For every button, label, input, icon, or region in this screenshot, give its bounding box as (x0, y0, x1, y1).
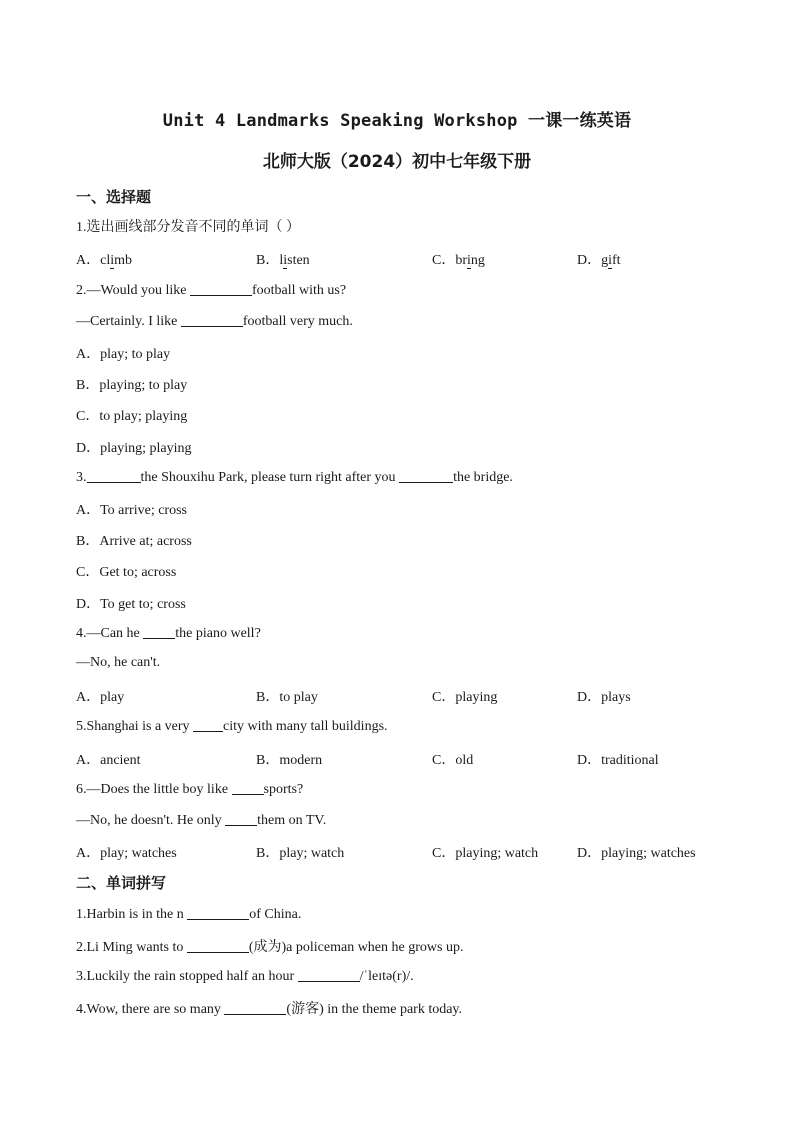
q2-option-d[interactable]: D．playing; playing (76, 441, 192, 456)
q3-option-d[interactable]: D．To get to; cross (76, 597, 186, 612)
q1-option-b[interactable]: B．listen (256, 253, 310, 268)
q1-option-d[interactable]: D．gift (577, 253, 621, 268)
answer-blank[interactable] (399, 468, 453, 483)
spelling-item-2: 2.Li Ming wants to (成为)a policeman when he grows up. (76, 940, 464, 955)
q6-option-d[interactable]: D．playing; watches (577, 846, 696, 861)
page-subtitle: 北师大版（2024）初中七年级下册 (262, 152, 532, 172)
question-3-stem: 3. the Shouxihu Park, please turn right after you the bridge. (76, 470, 513, 485)
spelling-item-1: 1.Harbin is in the n of China. (76, 907, 302, 922)
q6-option-c[interactable]: C．playing; watch (432, 846, 539, 861)
answer-blank[interactable] (193, 717, 223, 732)
question-2-line-2: —Certainly. I like football very much. (76, 314, 353, 329)
q4-option-d[interactable]: D．plays (577, 690, 631, 705)
question-2-line-1: 2.—Would you like football with us? (76, 283, 347, 298)
answer-blank[interactable] (232, 780, 264, 795)
page-title: Unit 4 Landmarks Speaking Workshop 一课一练英语 (162, 111, 632, 131)
spelling-item-4: 4.Wow, there are so many (游客) in the theme park today. (76, 1002, 463, 1017)
q5-option-c[interactable]: C．old (432, 753, 474, 768)
q2-option-b[interactable]: B．playing; to play (76, 378, 188, 393)
q3-option-a[interactable]: A．To arrive; cross (76, 503, 187, 518)
q4-option-c[interactable]: C．playing (432, 690, 498, 705)
q5-option-b[interactable]: B．modern (256, 753, 323, 768)
q2-option-a[interactable]: A．play; to play (76, 347, 171, 362)
spelling-item-3: 3.Luckily the rain stopped half an hour /ˈleɪtə(r)/. (76, 969, 414, 984)
answer-blank[interactable] (190, 281, 252, 296)
question-4-line-1: 4.—Can he the piano well? (76, 626, 261, 641)
section-heading-spelling: 二、单词拼写 (76, 874, 167, 892)
q3-option-b[interactable]: B．Arrive at; across (76, 534, 192, 549)
q6-option-b[interactable]: B．play; watch (256, 846, 345, 861)
answer-blank[interactable] (187, 938, 249, 953)
answer-blank[interactable] (298, 967, 360, 982)
question-6-line-1: 6.—Does the little boy like sports? (76, 782, 304, 797)
q4-option-a[interactable]: A．play (76, 690, 125, 705)
answer-blank[interactable] (187, 905, 249, 920)
answer-blank[interactable] (143, 624, 175, 639)
q1-option-a[interactable]: A．climb (76, 253, 133, 268)
q5-option-d[interactable]: D．traditional (577, 753, 659, 768)
question-4-line-2: —No, he can't. (76, 655, 161, 670)
answer-blank[interactable] (225, 811, 257, 826)
q1-option-c[interactable]: C．bring (432, 253, 485, 268)
answer-blank[interactable] (181, 312, 243, 327)
q5-option-a[interactable]: A．ancient (76, 753, 141, 768)
answer-blank[interactable] (224, 1000, 286, 1015)
answer-blank[interactable] (87, 468, 141, 483)
q2-option-c[interactable]: C．to play; playing (76, 409, 188, 424)
section-heading-choice: 一、选择题 (76, 188, 152, 206)
q4-option-b[interactable]: B．to play (256, 690, 318, 705)
question-5-stem: 5.Shanghai is a very city with many tall buildings. (76, 719, 388, 734)
question-1-stem: 1.选出画线部分发音不同的单词（ ） (76, 220, 300, 235)
question-6-line-2: —No, he doesn't. He only them on TV. (76, 813, 327, 828)
q6-option-a[interactable]: A．play; watches (76, 846, 177, 861)
q3-option-c[interactable]: C．Get to; across (76, 565, 177, 580)
